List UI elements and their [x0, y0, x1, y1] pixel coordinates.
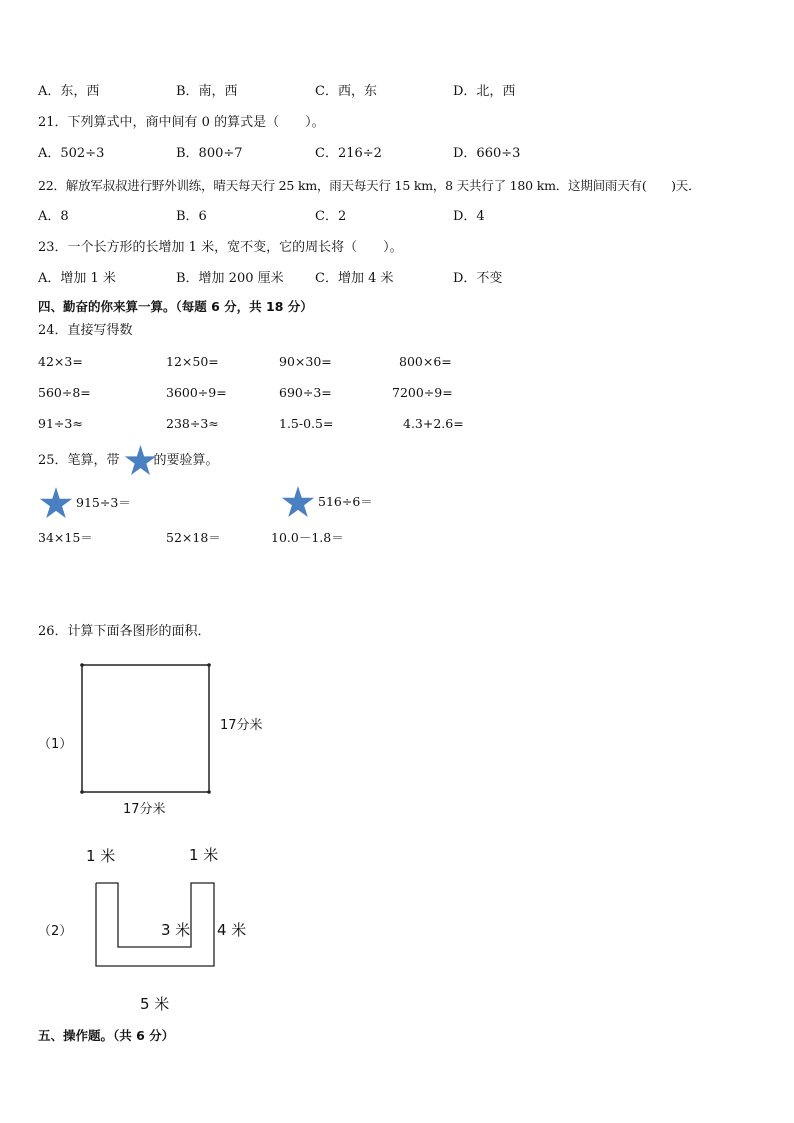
q21-option-c: C．216÷2 — [315, 146, 382, 161]
q22-stem: 22．解放军叔叔进行野外训练，晴天每天行 25 km，雨天每天行 15 km，8 天共行了 180 km．这期间雨天有( )天． — [38, 178, 701, 193]
q25-item: 52×18＝ — [166, 530, 221, 545]
q24-item: 1.5-0.5= — [279, 416, 334, 431]
star-icon — [124, 445, 157, 476]
q21-option-a: A．502÷3 — [38, 146, 105, 161]
figure2-outer-right-label: 4 米 — [217, 921, 247, 939]
q21-option-d: D．660÷3 — [453, 146, 521, 161]
q24-item: 3600÷9= — [166, 385, 227, 400]
q25-item: 10.0－1.8＝ — [271, 530, 344, 545]
figure2-inner-label: 3 米 — [161, 921, 191, 939]
figure1-right-side-label: 17分米 — [220, 718, 263, 733]
q24-item: 91÷3≈ — [38, 416, 83, 431]
q24-item: 12×50= — [166, 354, 219, 369]
q25-stem-after: 的要验算。 — [153, 453, 219, 468]
figure2-top-right-label: 1 米 — [189, 846, 219, 864]
q21-option-b: B．800÷7 — [176, 146, 243, 161]
q23-option-c: C．增加 4 米 — [315, 271, 394, 286]
q23-option-b: B．增加 200 厘米 — [176, 271, 284, 286]
q20-option-b: B．南，西 — [176, 84, 238, 99]
q23-option-d: D．不变 — [453, 271, 503, 286]
q24-stem: 24．直接写得数 — [38, 323, 133, 338]
star-icon — [281, 486, 315, 518]
q22-option-c: C．2 — [315, 209, 347, 224]
q25-stem-before: 25．笔算，带 — [38, 453, 120, 468]
u-shape-figure — [94, 881, 218, 969]
q20-option-d: D．北，西 — [453, 84, 516, 99]
q25-starred-item: 915÷3＝ — [76, 495, 131, 510]
section4-title: 四、勤奋的你来算一算。（每题 6 分，共 18 分） — [38, 299, 313, 314]
q24-item: 560÷8= — [38, 385, 91, 400]
q20-option-c: C．西，东 — [315, 84, 377, 99]
q20-option-a: A．东，西 — [38, 84, 100, 99]
q23-stem: 23．一个长方形的长增加 1 米，宽不变，它的周长将（ ）。 — [38, 240, 403, 255]
figure2-label: （2） — [38, 924, 73, 939]
square-figure — [80, 662, 212, 796]
q21-stem: 21．下列算式中，商中间有 0 的算式是（ ）。 — [38, 115, 325, 130]
q22-option-b: B．6 — [176, 209, 207, 224]
q24-item: 7200÷9= — [392, 385, 453, 400]
q24-item: 90×30= — [279, 354, 332, 369]
q22-option-d: D．4 — [453, 209, 485, 224]
q23-option-a: A．增加 1 米 — [38, 271, 116, 286]
figure1-bottom-side-label: 17分米 — [123, 802, 166, 817]
q24-item: 42×3= — [38, 354, 83, 369]
q22-option-a: A．8 — [38, 209, 69, 224]
q25-starred-item: 516÷6＝ — [318, 494, 373, 509]
q24-item: 690÷3= — [279, 385, 332, 400]
figure2-bottom-label: 5 米 — [140, 995, 170, 1013]
q24-item: 4.3+2.6= — [403, 416, 464, 431]
star-icon — [39, 487, 73, 519]
figure2-top-left-label: 1 米 — [86, 847, 116, 865]
q26-stem: 26．计算下面各图形的面积． — [38, 624, 211, 639]
q24-item: 238÷3≈ — [166, 416, 219, 431]
section5-title: 五、操作题。（共 6 分） — [38, 1028, 175, 1043]
q25-item: 34×15＝ — [38, 530, 93, 545]
q24-item: 800×6= — [399, 354, 452, 369]
figure1-label: （1） — [38, 737, 73, 752]
